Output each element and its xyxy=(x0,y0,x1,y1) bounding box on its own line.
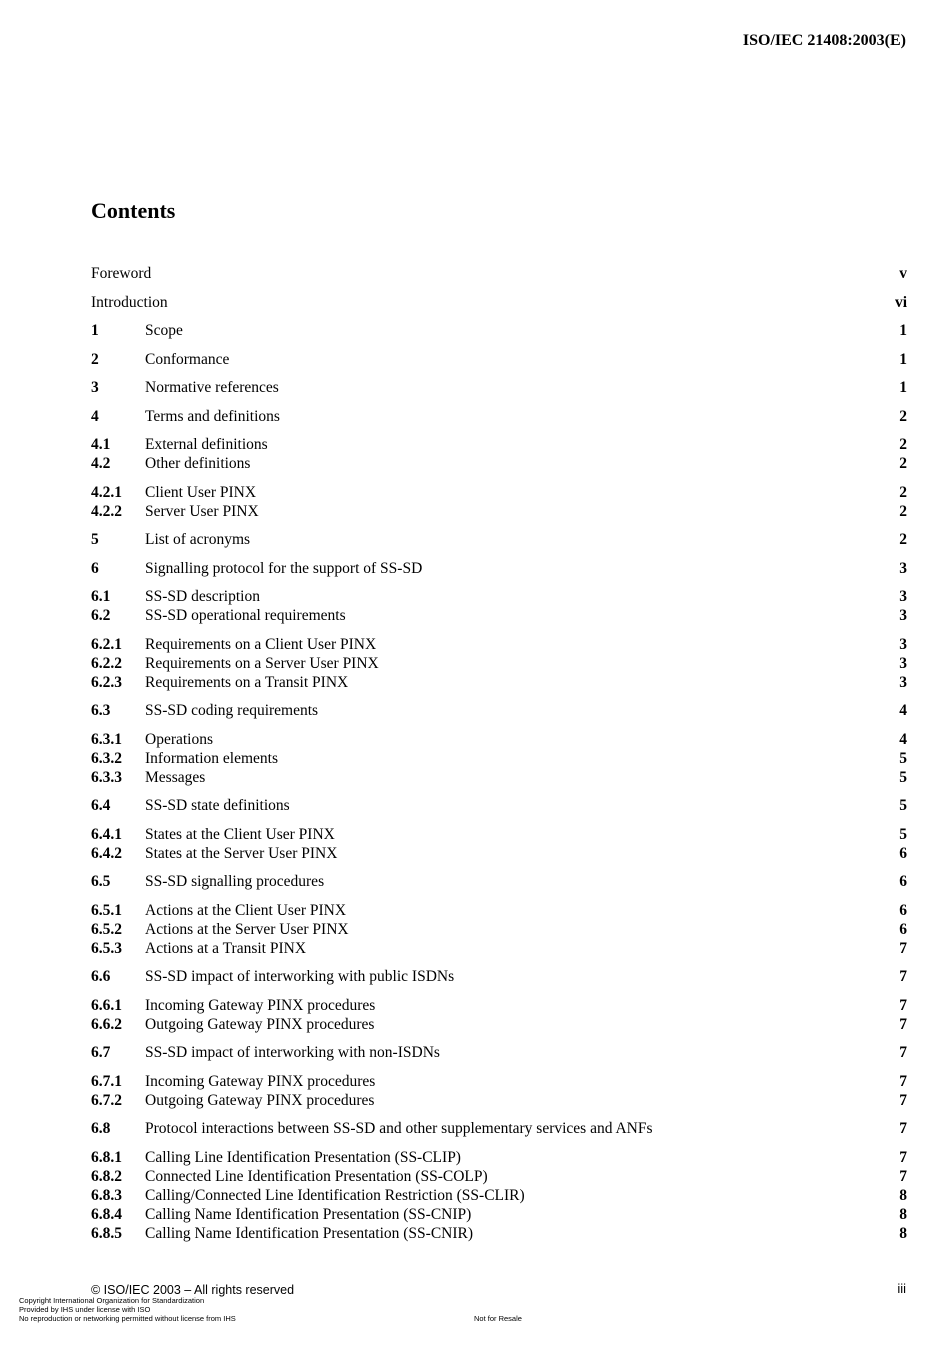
toc-entry-number: 4 xyxy=(91,407,99,425)
toc-entry-page: 3 xyxy=(899,635,907,653)
toc-group xyxy=(91,407,907,426)
toc-entry-title: Outgoing Gateway PINX procedures xyxy=(145,1091,375,1109)
toc-entry-page: 7 xyxy=(899,1015,907,1033)
toc-entry[interactable] xyxy=(91,502,907,521)
toc-entry-number: 1 xyxy=(91,322,99,339)
toc-entry-title: Operations xyxy=(145,730,214,748)
toc-group xyxy=(91,796,907,815)
toc-entry[interactable] xyxy=(91,407,907,426)
not-for-resale-notice: Not for Resale xyxy=(474,1314,522,1323)
toc-entry[interactable] xyxy=(91,901,907,920)
toc-entry[interactable] xyxy=(91,635,907,654)
toc-entry[interactable] xyxy=(91,1043,907,1062)
toc-entry-page: 6 xyxy=(899,901,907,919)
toc-entry-title: Actions at the Client User PINX xyxy=(145,901,347,919)
fine-print-copyright: Copyright International Organization for Standardization xyxy=(19,1296,205,1305)
toc-entry-title: States at the Client User PINX xyxy=(145,825,335,843)
toc-entry[interactable] xyxy=(91,559,907,578)
toc-entry[interactable] xyxy=(91,483,907,502)
toc-entry-number: 6.5.1 xyxy=(91,901,122,919)
toc-entry-number: 6.5.2 xyxy=(91,920,122,938)
toc-group xyxy=(91,701,907,720)
toc-entry-title: Terms and definitions xyxy=(145,407,280,425)
toc-entry-page: 3 xyxy=(899,607,907,624)
page-title: Contents xyxy=(91,198,176,223)
toc-entry[interactable] xyxy=(91,654,907,673)
toc-entry-number: 5 xyxy=(91,531,99,548)
toc-entry-page: 7 xyxy=(899,1167,907,1185)
toc-entry[interactable] xyxy=(91,1072,907,1091)
toc-entry-number: 4.1 xyxy=(91,436,111,453)
toc-entry[interactable] xyxy=(91,730,907,749)
toc-entry-page: 6 xyxy=(899,873,907,890)
toc-group xyxy=(91,321,907,340)
toc-entry-number: 6.3 xyxy=(91,702,111,719)
toc-entry-number: 6.2.3 xyxy=(91,673,122,691)
toc-entry[interactable] xyxy=(91,673,907,692)
toc-entry-page: 5 xyxy=(899,768,907,786)
toc-group xyxy=(91,635,907,692)
toc-entry[interactable] xyxy=(91,1205,907,1224)
toc-group xyxy=(91,435,907,473)
toc-entry-page: 7 xyxy=(899,1091,907,1109)
toc-entry-number: 6.2.1 xyxy=(91,635,122,653)
fine-print-license: Provided by IHS under license with ISO xyxy=(19,1305,151,1314)
toc-group xyxy=(91,730,907,787)
toc-entry[interactable] xyxy=(91,606,907,625)
toc-entry-page: 2 xyxy=(899,483,907,501)
footer-page-number: iii xyxy=(897,1281,906,1296)
toc-entry-title: SS-SD coding requirements xyxy=(145,702,319,719)
toc-entry-title: Calling/Connected Line Identification Restriction (SS-CLIR) xyxy=(145,1186,525,1204)
toc-entry-number: 6.7.2 xyxy=(91,1091,122,1109)
toc-entry-number: 6.6.2 xyxy=(91,1015,122,1033)
toc-entry-page: 2 xyxy=(899,407,907,425)
toc-entry-page: 1 xyxy=(899,350,907,368)
toc-entry-number: 6.1 xyxy=(91,588,111,605)
footer-copyright: © ISO/IEC 2003 – All rights reserved xyxy=(91,1283,295,1297)
toc-entry-page: vi xyxy=(894,293,907,311)
toc-entry-number: 6.6.1 xyxy=(91,996,122,1014)
toc-group xyxy=(91,825,907,863)
toc-entry-title: Actions at the Server User PINX xyxy=(145,920,349,938)
toc-entry-page: v xyxy=(899,265,907,282)
toc-entry-number: 6.6 xyxy=(91,968,111,985)
toc-entry-title: Foreword xyxy=(91,265,152,282)
toc-entry-number: 6 xyxy=(91,559,99,577)
toc-entry[interactable] xyxy=(91,749,907,768)
toc-entry-number: 6.3.1 xyxy=(91,730,122,748)
toc-entry-title: Messages xyxy=(145,768,206,786)
toc-entry-title: Client User PINX xyxy=(145,483,257,501)
toc-entry-title: Server User PINX xyxy=(145,502,259,520)
toc-entry-page: 7 xyxy=(899,1148,907,1166)
toc-entry-number: 4.2.2 xyxy=(91,502,122,520)
toc-entry-number: 6.8 xyxy=(91,1120,111,1137)
toc-entry-title: Connected Line Identification Presentation (SS-COLP) xyxy=(145,1167,488,1185)
toc-entry-title: List of acronyms xyxy=(145,531,251,548)
toc-entry-page: 8 xyxy=(899,1205,907,1223)
toc-entry-number: 6.7.1 xyxy=(91,1072,122,1090)
toc-group xyxy=(91,378,907,397)
toc-entry-page: 5 xyxy=(899,825,907,843)
toc-entry[interactable] xyxy=(91,768,907,787)
toc-entry[interactable] xyxy=(91,701,907,720)
toc-entry-page: 8 xyxy=(899,1224,907,1242)
toc-entry[interactable] xyxy=(91,587,907,606)
toc-entry-number: 6.5.3 xyxy=(91,939,122,957)
toc-entry[interactable] xyxy=(91,293,907,312)
toc-entry[interactable] xyxy=(91,454,907,473)
toc-entry[interactable] xyxy=(91,1148,907,1167)
toc-entry-page: 3 xyxy=(899,588,907,605)
toc-entry-number: 3 xyxy=(91,379,99,396)
toc-entry[interactable] xyxy=(91,530,907,549)
toc-entry-number: 6.3.2 xyxy=(91,749,122,767)
toc-entry-page: 4 xyxy=(899,702,907,719)
toc-entry-page: 6 xyxy=(899,844,907,862)
toc-entry-title: Conformance xyxy=(145,350,230,368)
toc-entry[interactable] xyxy=(91,920,907,939)
toc-entry-page: 3 xyxy=(899,654,907,672)
toc-entry-title: Introduction xyxy=(91,293,168,311)
toc-entry-title: Signalling protocol for the support of SS-SD xyxy=(145,559,423,577)
toc-entry-page: 5 xyxy=(899,749,907,767)
toc-entry-title: Incoming Gateway PINX procedures xyxy=(145,1072,376,1090)
toc-entry-number: 4.2 xyxy=(91,455,111,472)
toc-entry-number: 6.8.5 xyxy=(91,1224,122,1242)
toc-entry[interactable] xyxy=(91,796,907,815)
toc-entry-number: 6.8.1 xyxy=(91,1148,122,1166)
toc-entry-number: 6.5 xyxy=(91,873,111,890)
toc-group xyxy=(91,559,907,578)
toc-entry-title: Scope xyxy=(145,322,183,339)
toc-entry-title: SS-SD signalling procedures xyxy=(145,873,325,890)
toc-entry[interactable] xyxy=(91,435,907,454)
toc-entry[interactable] xyxy=(91,1015,907,1034)
toc-entry-title: Calling Name Identification Presentation (SS-CNIP) xyxy=(145,1205,472,1223)
toc-entry[interactable] xyxy=(91,872,907,891)
toc-group xyxy=(91,996,907,1034)
toc-entry-page: 3 xyxy=(899,559,907,577)
toc-group xyxy=(91,587,907,625)
toc-entry-number: 6.2 xyxy=(91,607,111,624)
toc-entry-title: Protocol interactions between SS-SD and other supplementary services and ANFs xyxy=(145,1120,653,1137)
toc-entry-page: 2 xyxy=(899,436,907,453)
toc-entry-title: Normative references xyxy=(145,379,279,396)
toc-entry[interactable] xyxy=(91,844,907,863)
toc-entry-title: Requirements on a Transit PINX xyxy=(145,673,349,691)
toc-entry[interactable] xyxy=(91,1186,907,1205)
toc-entry-number: 6.2.2 xyxy=(91,654,122,672)
toc-entry-page: 3 xyxy=(899,673,907,691)
toc-entry-title: Actions at a Transit PINX xyxy=(145,939,307,957)
toc-entry-number: 6.8.3 xyxy=(91,1186,122,1204)
toc-entry-number: 2 xyxy=(91,350,99,368)
toc-entry[interactable] xyxy=(91,1091,907,1110)
toc-entry-title: Requirements on a Client User PINX xyxy=(145,635,377,653)
toc-entry-page: 7 xyxy=(899,1044,907,1061)
standard-id-header: ISO/IEC 21408:2003(E) xyxy=(742,32,906,49)
toc-group xyxy=(91,1072,907,1110)
toc-entry-number: 6.4.2 xyxy=(91,844,122,862)
toc-entry-page: 7 xyxy=(899,996,907,1014)
toc-group xyxy=(91,901,907,958)
toc-entry-page: 2 xyxy=(899,531,907,548)
toc-group xyxy=(91,872,907,891)
toc-entry-number: 6.4 xyxy=(91,797,111,814)
toc-group xyxy=(91,264,907,283)
toc-group xyxy=(91,350,907,369)
toc-entry-title: Requirements on a Server User PINX xyxy=(145,654,379,672)
toc-entry-number: 6.8.4 xyxy=(91,1205,122,1223)
toc-entry-title: SS-SD impact of interworking with public ISDNs xyxy=(145,968,455,985)
toc-group xyxy=(91,1148,907,1243)
toc-entry[interactable] xyxy=(91,825,907,844)
table-of-contents xyxy=(91,264,907,1252)
toc-entry-page: 7 xyxy=(899,968,907,985)
toc-entry-title: Incoming Gateway PINX procedures xyxy=(145,996,376,1014)
toc-entry-page: 1 xyxy=(899,322,907,339)
toc-entry-number: 6.8.2 xyxy=(91,1167,122,1185)
toc-entry-title: SS-SD description xyxy=(145,588,260,605)
toc-entry-title: SS-SD impact of interworking with non-ISDNs xyxy=(145,1044,440,1061)
toc-entry-page: 4 xyxy=(899,730,907,748)
toc-group xyxy=(91,1119,907,1138)
toc-entry[interactable] xyxy=(91,1119,907,1138)
toc-entry-title: Information elements xyxy=(145,749,278,767)
toc-entry-title: External definitions xyxy=(145,436,268,453)
toc-group xyxy=(91,293,907,312)
toc-entry[interactable] xyxy=(91,1167,907,1186)
toc-group xyxy=(91,967,907,986)
toc-group xyxy=(91,1043,907,1062)
toc-entry-page: 7 xyxy=(899,939,907,957)
toc-entry[interactable] xyxy=(91,1224,907,1243)
toc-entry-page: 7 xyxy=(899,1072,907,1090)
toc-entry[interactable] xyxy=(91,321,907,340)
toc-group xyxy=(91,483,907,521)
toc-entry-title: Outgoing Gateway PINX procedures xyxy=(145,1015,375,1033)
toc-entry-title: Other definitions xyxy=(145,455,251,472)
toc-entry-page: 2 xyxy=(899,502,907,520)
toc-entry[interactable] xyxy=(91,378,907,397)
toc-entry-title: Calling Name Identification Presentation (SS-CNIR) xyxy=(145,1224,474,1242)
toc-entry[interactable] xyxy=(91,350,907,369)
toc-entry-number: 6.4.1 xyxy=(91,825,122,843)
toc-entry-page: 6 xyxy=(899,920,907,938)
toc-entry[interactable] xyxy=(91,996,907,1015)
toc-entry-page: 2 xyxy=(899,455,907,472)
toc-group xyxy=(91,530,907,549)
toc-entry[interactable] xyxy=(91,967,907,986)
toc-entry-title: States at the Server User PINX xyxy=(145,844,338,862)
fine-print-reproduction: No reproduction or networking permitted without license from IHS xyxy=(19,1314,236,1323)
toc-entry-page: 7 xyxy=(899,1120,907,1137)
toc-entry-title: SS-SD state definitions xyxy=(145,797,290,814)
toc-entry-page: 8 xyxy=(899,1186,907,1204)
toc-entry-page: 5 xyxy=(899,797,907,814)
toc-entry-number: 6.3.3 xyxy=(91,768,122,786)
toc-entry-title: Calling Line Identification Presentation (SS-CLIP) xyxy=(145,1148,461,1166)
toc-entry-page: 1 xyxy=(899,379,907,396)
toc-entry[interactable] xyxy=(91,264,907,283)
toc-entry-number: 4.2.1 xyxy=(91,483,122,501)
toc-entry-number: 6.7 xyxy=(91,1044,111,1061)
toc-entry[interactable] xyxy=(91,939,907,958)
toc-entry-title: SS-SD operational requirements xyxy=(145,607,346,624)
